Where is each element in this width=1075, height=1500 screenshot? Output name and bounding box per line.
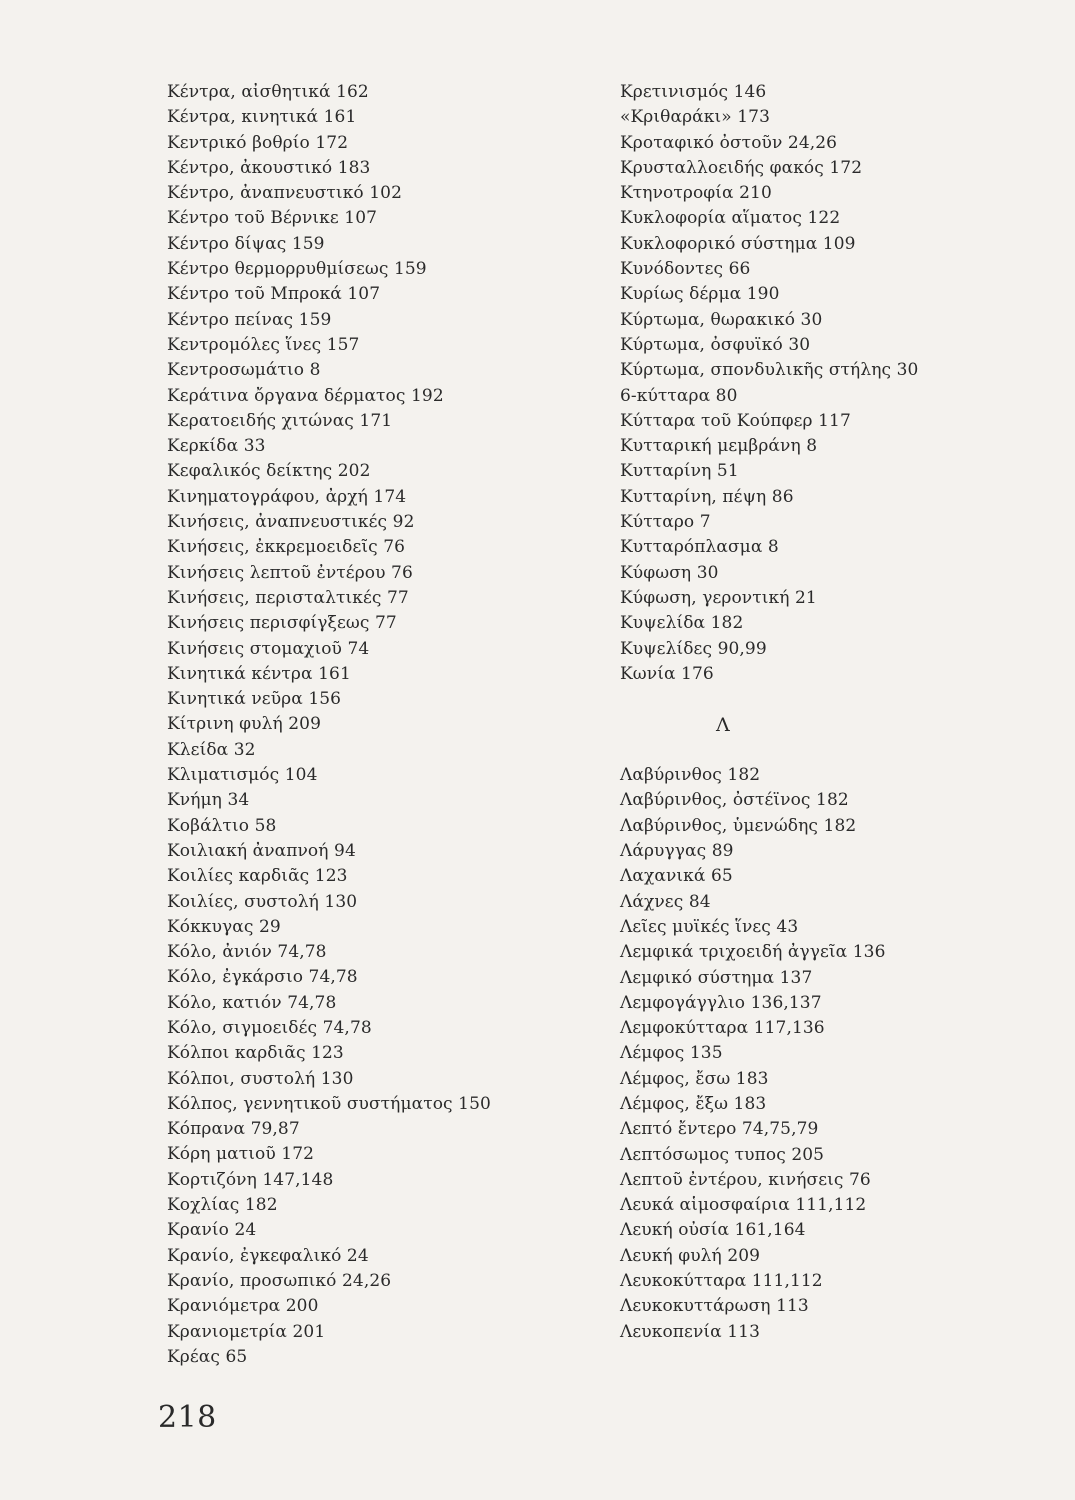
index-entry: Κέντρο τοῦ Μπροκά 107 — [167, 284, 381, 305]
index-entry: Κόπρανα 79,87 — [167, 1119, 300, 1140]
index-entry: Κύρτωμα, σπονδυλικῆς στήλης 30 — [620, 360, 919, 381]
index-entry: Κυτταρίνη, πέψη 86 — [620, 486, 794, 507]
index-entry: Κέντρο, ἀκουστικό 183 — [167, 157, 371, 178]
index-entry: Λευκή οὐσία 161,164 — [620, 1220, 806, 1241]
index-entry: Κινήσεις περισφίγξεως 77 — [167, 613, 397, 634]
index-entry: Κυψελίδα 182 — [620, 613, 744, 634]
index-entry: Κόκκυγας 29 — [167, 916, 281, 937]
index-entry: Λευκοπενία 113 — [620, 1321, 760, 1342]
index-entry: Λευκή φυλή 209 — [620, 1245, 761, 1266]
index-entry: Κόλπος, γεννητικοῦ συστήματος 150 — [167, 1093, 491, 1114]
index-entry: Λέμφος, ἔξω 183 — [620, 1093, 767, 1114]
index-entry: Κοιλίες, συστολή 130 — [167, 891, 358, 912]
index-entry: Κρανίο 24 — [167, 1220, 257, 1241]
index-entry: Κέντρο τοῦ Βέρνικε 107 — [167, 208, 378, 229]
index-entry: Λευκοκύτταρα 111,112 — [620, 1271, 823, 1292]
index-entry: Κρανιόμετρα 200 — [167, 1296, 319, 1317]
index-entry: Κινήσεις λεπτοῦ ἐντέρου 76 — [167, 562, 413, 583]
index-entry: Κερατοειδής χιτώνας 171 — [167, 410, 393, 431]
index-entry: Κύφωση 30 — [620, 562, 719, 583]
index-entry: Λεμφικά τριχοειδή ἀγγεῖα 136 — [620, 942, 886, 963]
index-entry: Κύρτωμα, θωρακικό 30 — [620, 309, 823, 330]
index-entry: Λεῖες μυϊκές ἵνες 43 — [620, 916, 799, 937]
index-entry: Κεράτινα ὄργανα δέρματος 192 — [167, 385, 444, 406]
index-entry: Κεντροσωμάτιο 8 — [167, 360, 321, 381]
index-entry: Λέμφος, ἔσω 183 — [620, 1068, 769, 1089]
page-number: 218 — [158, 1400, 217, 1435]
index-entry: Κερκίδα 33 — [167, 436, 266, 457]
index-entry: Λεμφοκύτταρα 117,136 — [620, 1018, 825, 1039]
index-entry: Κορτιζόνη 147,148 — [167, 1169, 334, 1190]
index-entry: Λαβύρινθος, ὀστέϊνος 182 — [620, 790, 849, 811]
index-entry: Κυτταρίνη 51 — [620, 461, 739, 482]
index-entry: Κτηνοτροφία 210 — [620, 183, 772, 204]
index-column-right — [620, 80, 1020, 1345]
index-entry: Κινήσεις, ἀναπνευστικές 92 — [167, 512, 415, 533]
index-entry: 6-κύτταρα 80 — [620, 385, 738, 406]
index-entry: Κίτρινη φυλή 209 — [167, 714, 322, 735]
index-entry: Κόλο, ἀνιόν 74,78 — [167, 942, 327, 963]
index-entry: Κινήσεις, περισταλτικές 77 — [167, 587, 409, 608]
index-entry: Κέντρο θερμορρυθμίσεως 159 — [167, 259, 427, 280]
index-entry: Κέντρα, αἰσθητικά 162 — [167, 82, 369, 102]
index-entry: Λαχανικά 65 — [620, 866, 733, 887]
index-entry: Κέντρα, κινητικά 161 — [167, 107, 357, 128]
index-entry: Κύφωση, γεροντική 21 — [620, 587, 817, 608]
index-entry: Λάχνες 84 — [620, 891, 711, 912]
index-entry: Κέντρο δίψας 159 — [167, 233, 325, 254]
index-entry: Λεπτοῦ ἐντέρου, κινήσεις 76 — [620, 1169, 871, 1190]
index-entry: Κροταφικό ὀστοῦν 24,26 — [620, 132, 838, 153]
index-entry: Κέντρο πείνας 159 — [167, 309, 332, 330]
index-entry: Κρανίο, ἐγκεφαλικό 24 — [167, 1245, 369, 1266]
index-entry: Λαβύρινθος, ὑμενώδης 182 — [620, 815, 857, 836]
index-entry: Κινηματογράφου, ἀρχή 174 — [167, 486, 407, 507]
index-entry: Κινήσεις, ἐκκρεμοειδεῖς 76 — [167, 537, 406, 558]
index-entry: «Κριθαράκι» 173 — [620, 107, 770, 128]
index-entry: Κοιλίες καρδιᾶς 123 — [167, 866, 348, 887]
section-letter-heading: Λ — [716, 714, 730, 737]
index-entry: Κυνόδοντες 66 — [620, 259, 751, 280]
index-column-left — [167, 80, 567, 1370]
index-entry: Κυρίως δέρμα 190 — [620, 284, 780, 305]
index-entry: Κόλο, κατιόν 74,78 — [167, 992, 337, 1013]
index-entry: Κρανιομετρία 201 — [167, 1321, 326, 1342]
index-entry: Κεφαλικός δείκτης 202 — [167, 461, 371, 482]
index-entry: Κυτταρόπλασμα 8 — [620, 537, 779, 558]
index-entry: Κόρη ματιοῦ 172 — [167, 1144, 315, 1165]
index-entry: Κνήμη 34 — [167, 790, 250, 811]
index-entry: Λεμφογάγγλιο 136,137 — [620, 992, 822, 1013]
index-entry: Λευκοκυττάρωση 113 — [620, 1296, 809, 1317]
index-entry: Κόλποι, συστολή 130 — [167, 1068, 354, 1089]
index-entry: Κλιματισμός 104 — [167, 765, 318, 786]
index-entry: Κυκλοφορία αἵματος 122 — [620, 208, 841, 229]
index-entry: Κρανίο, προσωπικό 24,26 — [167, 1270, 392, 1291]
index-entry: Κεντρικό βοθρίο 172 — [167, 132, 349, 153]
index-entry: Κυτταρική μεμβράνη 8 — [620, 436, 818, 457]
index-entry: Λεμφικό σύστημα 137 — [620, 967, 813, 988]
index-entry: Κόλο, ἐγκάρσιο 74,78 — [167, 967, 358, 988]
index-entry: Κρετινισμός 146 — [620, 82, 767, 102]
index-entry: Κωνία 176 — [620, 663, 714, 684]
index-entry: Κινήσεις στομαχιοῦ 74 — [167, 638, 370, 659]
index-entry: Λέμφος 135 — [620, 1043, 723, 1064]
index-entry: Κύτταρο 7 — [620, 512, 711, 533]
index-entry: Κυκλοφορικό σύστημα 109 — [620, 233, 856, 254]
index-entry: Κοιλιακή ἀναπνοή 94 — [167, 840, 356, 861]
index-entry: Κύτταρα τοῦ Κούπφερ 117 — [620, 410, 851, 431]
index-entry: Κλείδα 32 — [167, 739, 256, 760]
index-entry: Κοχλίας 182 — [167, 1195, 278, 1216]
index-entry: Κρυσταλλοειδής φακός 172 — [620, 157, 863, 178]
index-entry: Κόλποι καρδιᾶς 123 — [167, 1043, 344, 1064]
index-entry: Λάρυγγας 89 — [620, 841, 734, 862]
index-entry: Κυψελίδες 90,99 — [620, 638, 767, 659]
index-entry: Κινητικά νεῦρα 156 — [167, 689, 342, 710]
index-entry: Λευκά αἱμοσφαίρια 111,112 — [620, 1195, 867, 1216]
index-entry: Κέντρο, ἀναπνευστικό 102 — [167, 183, 403, 204]
index-entry: Λεπτόσωμος τυπος 205 — [620, 1144, 825, 1165]
index-entry: Κόλο, σιγμοειδές 74,78 — [167, 1017, 372, 1038]
index-entry: Κρέας 65 — [167, 1346, 248, 1367]
index-entry: Λαβύρινθος 182 — [620, 765, 761, 786]
index-entry: Κοβάλτιο 58 — [167, 815, 277, 836]
index-entry: Λεπτό ἔντερο 74,75,79 — [620, 1119, 819, 1140]
index-entry: Κύρτωμα, ὀσφυϊκό 30 — [620, 334, 811, 355]
index-entry: Κεντρομόλες ἵνες 157 — [167, 334, 360, 355]
index-entry: Κινητικά κέντρα 161 — [167, 663, 351, 684]
